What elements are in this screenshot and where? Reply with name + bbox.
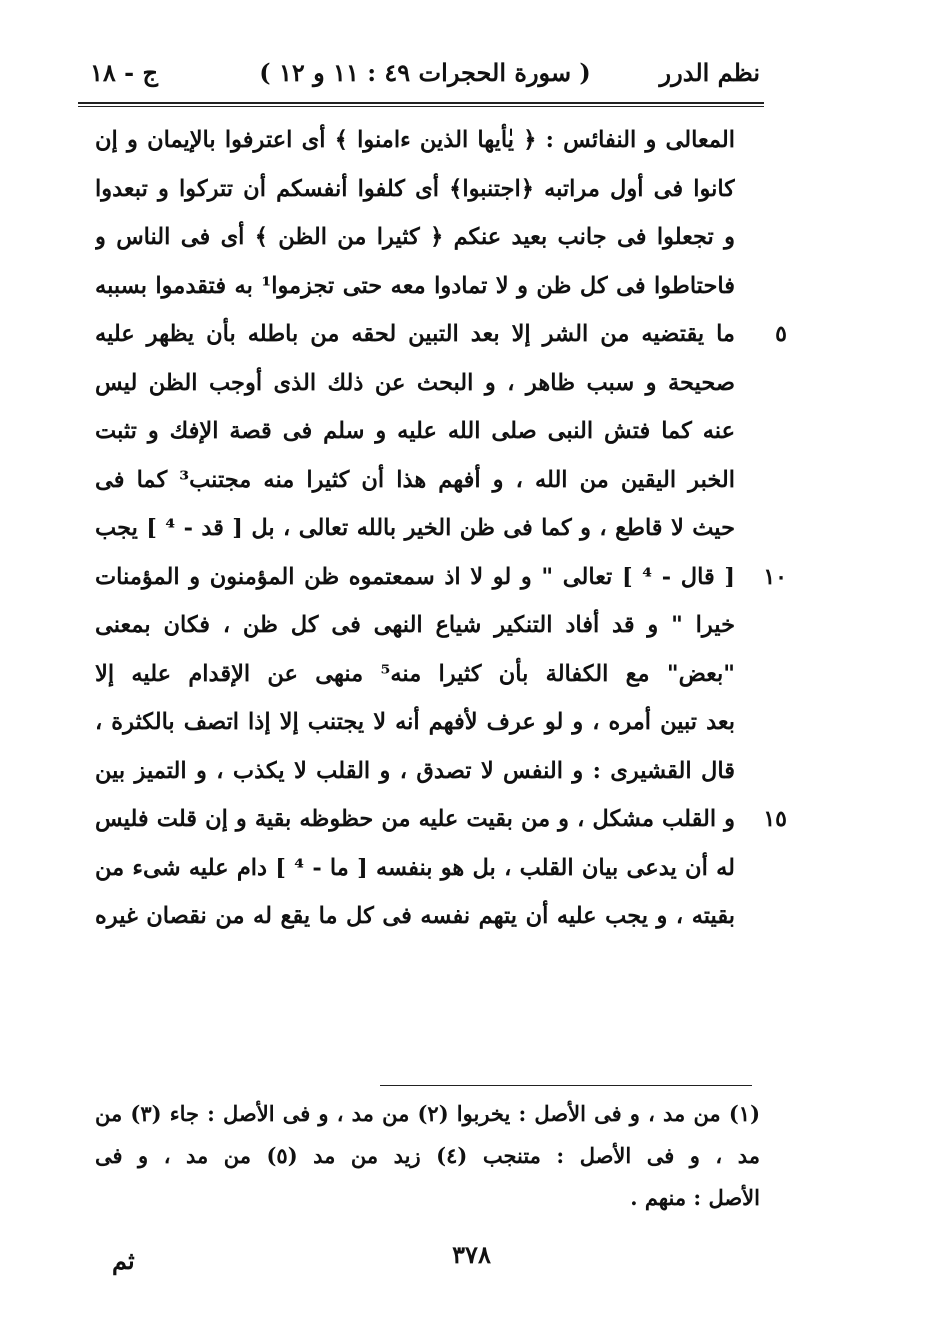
text-line xyxy=(95,215,735,264)
text-line xyxy=(95,797,787,846)
footnote-line: (١) من مد ، و فى الأصل : يخربوا (٢) من مد ، و فى الأصل : جاء (٣) من xyxy=(95,1101,760,1126)
text-line xyxy=(95,361,735,410)
book-title: نظم الدرر xyxy=(659,58,760,87)
header-rule-thin xyxy=(78,106,764,107)
text-line xyxy=(95,312,787,361)
line-text: عنه كما فتش النبى صلى الله عليه و سلم فى قصة الإفك و تثبت xyxy=(95,418,735,444)
footnote-line: مد ، و فى الأصل : متنجب (٤) زيد من مد (٥) من مد ، و فى xyxy=(95,1143,760,1168)
line-text: و تجعلوا فى جانب بعيد عنكم ﴿ كثيرا من الظن ﴾ أى فى الناس و xyxy=(95,224,735,250)
text-line xyxy=(95,700,735,749)
footnote-line: الأصل : منهم . xyxy=(630,1185,760,1210)
line-text: الخبر اليقين من الله ، و أفهم هذا أن كثيرا منه مجتنب³ كما فى xyxy=(95,466,735,493)
footnotes xyxy=(95,1094,760,1220)
line-text: و القلب مشكل ، و من بقيت عليه من حظوظه بقية و إن قلت فليس xyxy=(95,806,735,832)
line-text: كانوا فى أول مراتبه ﴿اجتنبوا﴾ أى كلفوا أنفسكم أن تتركوا و تبعدوا xyxy=(95,175,735,202)
text-line xyxy=(95,264,735,313)
line-text: قال القشيرى : و النفس لا تصدق ، و القلب لا يكذب ، و التميز بين xyxy=(95,757,735,784)
footnote-separator xyxy=(380,1085,752,1086)
line-text: بقيته ، و يجب عليه أن يتهم نفسه فى كل ما يقع له من نقصان غيره xyxy=(95,903,735,929)
text-line xyxy=(95,846,735,895)
line-text: بعد تبين أمره ، و لو عرف لأفهم أنه لا يجتنب إلا إذا اتصف بالكثرة ، xyxy=(95,709,735,735)
line-number: ٥ xyxy=(775,321,787,347)
line-text: "بعض" مع الكفالة بأن كثيرا منه⁵ منهى عن الإقدام عليه إلا xyxy=(95,660,735,687)
text-line xyxy=(95,506,735,555)
running-header xyxy=(90,58,760,98)
line-text: صحيحة و سبب ظاهر ، و البحث عن ذلك الذى أوجب الظن ليس xyxy=(95,369,735,396)
text-line xyxy=(95,458,735,507)
volume-number: ج - ١٨ xyxy=(90,58,158,87)
line-text: المعالى و النفائس : ﴿ يٰأيها الذين ءامنوا ﴾ أى اعترفوا بالإيمان و إن xyxy=(95,127,735,153)
line-number: ١٠ xyxy=(763,563,787,590)
text-line xyxy=(95,409,735,458)
page-number: ٣٧٨ xyxy=(452,1240,491,1269)
catchword: ثم xyxy=(112,1246,135,1275)
line-text: فاحتاطوا فى كل ظن و لا تمادوا معه حتى تجزموا¹ به فتقدموا بسببه xyxy=(95,272,735,299)
line-text: له أن يدعى بيان القلب ، بل هو بنفسه [ ما - ⁴ ] دام عليه شىء من xyxy=(95,854,735,881)
text-line xyxy=(95,603,735,652)
text-line xyxy=(95,555,787,604)
text-line xyxy=(95,118,735,167)
text-line xyxy=(95,749,735,798)
line-number: ١٥ xyxy=(763,806,787,832)
line-text: خيرا " و قد أفاد التنكير شياع النهى فى كل ظن ، فكان بمعنى xyxy=(95,612,735,638)
line-text: [ قال - ⁴ ] تعالى " و لو لا اذ سمعتموه ظن المؤمنون و المؤمنات xyxy=(95,563,735,590)
main-text xyxy=(95,118,787,943)
text-line xyxy=(95,894,735,943)
text-line xyxy=(95,167,735,216)
surah-reference: ( سورة الحجرات ٤٩ : ١١ و ١٢ ) xyxy=(259,58,591,87)
line-text: حيث لا قاطع ، و كما فى ظن الخير بالله تعالى ، بل [ قد - ⁴ ] يجب xyxy=(95,515,735,541)
header-rule xyxy=(78,102,764,104)
text-line xyxy=(95,652,735,701)
line-text: ما يقتضيه من الشر إلا بعد التبين لحقه من باطله بأن يظهر عليه xyxy=(95,321,735,347)
